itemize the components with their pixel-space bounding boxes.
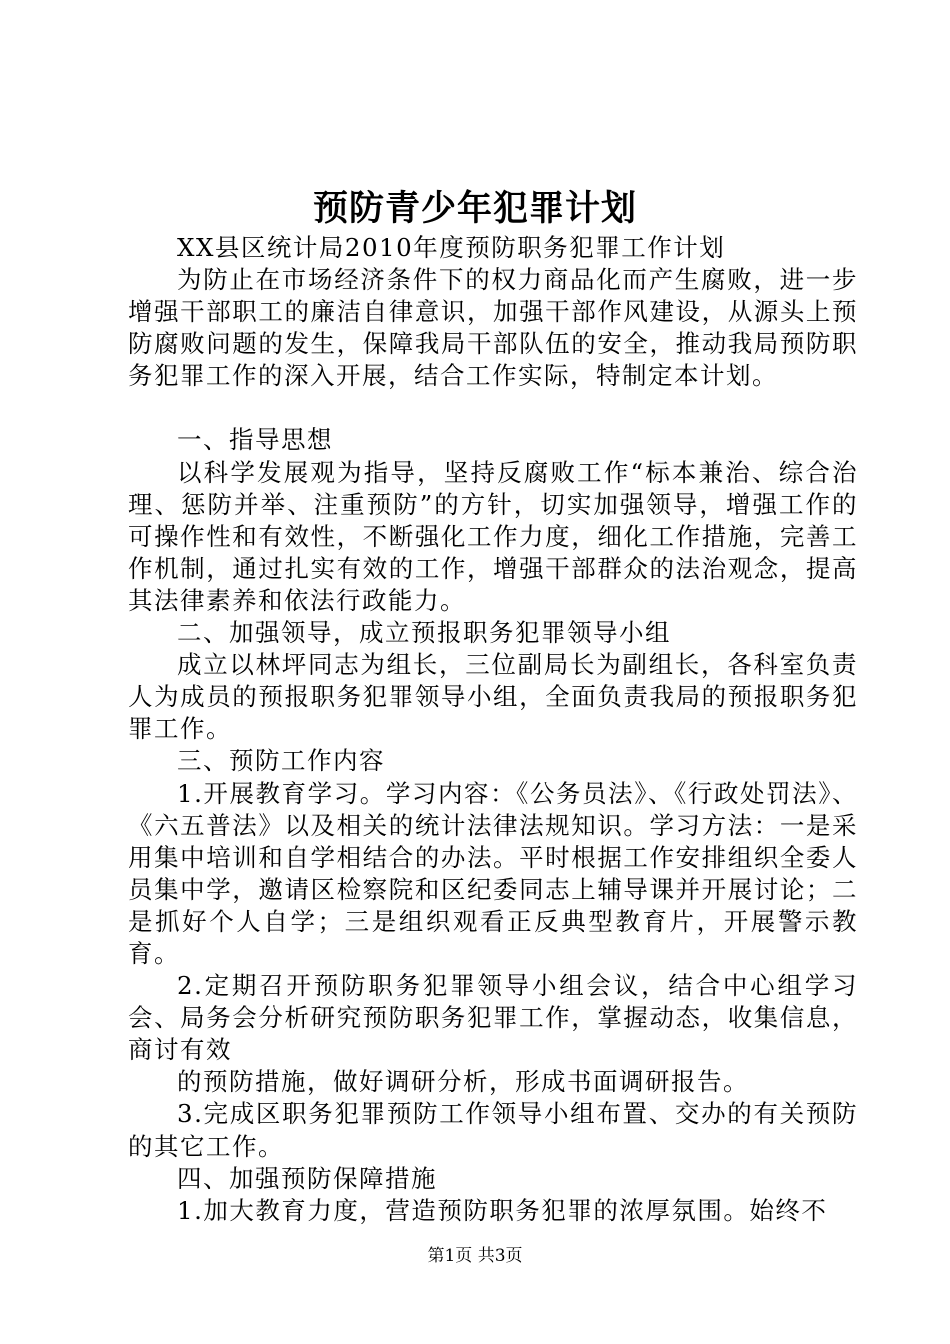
document-body <box>128 232 858 1227</box>
paragraph-subtitle: XX县区统计局2010年度预防职务犯罪工作计划 <box>177 233 726 262</box>
paragraph: 以科学发展观为指导，坚持反腐败工作“标本兼治、综合治理、惩防并举、注重预防”的方针，切实加强领导，增强工作的可操作性和有效性，不断强化工作力度，细化工作措施，完善工作机制，通过扎实有效的工作，增强干部群众的法治观念，提高其法律素养和依法行政能力。 <box>128 457 858 615</box>
document-title: 预防青少年犯罪计划 <box>312 188 637 229</box>
section-heading-3: 三、预防工作内容 <box>177 746 385 776</box>
section-heading-2: 二、加强领导，成立预报职务犯罪领导小组 <box>177 618 671 648</box>
page-footer: 第1页 共3页 <box>427 1246 523 1266</box>
paragraph: 3.完成区职务犯罪预防工作领导小组布置、交办的有关预防的其它工作。 <box>128 1099 858 1161</box>
paragraph: 的预防措施，做好调研分析，形成书面调研报告。 <box>177 1067 749 1097</box>
paragraph: 1.加大教育力度，营造预防职务犯罪的浓厚氛围。始终不 <box>177 1195 828 1225</box>
paragraph: 2.定期召开预防职务犯罪领导小组会议，结合中心组学习会、局务会分析研究预防职务犯罪工作，掌握动态，收集信息，商讨有效 <box>128 971 858 1065</box>
paragraph: 1.开展教育学习。学习内容：《公务员法》、《行政处罚法》、《六五普法》以及相关的统计法律法规知识。学习方法：一是采用集中培训和自学相结合的办法。平时根据工作安排组织全委人员集中学，邀请区检察院和区纪委同志上辅导课并开展讨论；二是抓好个人自学；三是组织观看正反典型教育片，开展警示教育。 <box>128 778 858 968</box>
section-heading-1: 一、指导思想 <box>177 425 333 455</box>
section-heading-4: 四、加强预防保障措施 <box>177 1163 437 1193</box>
paragraph-intro: 为防止在市场经济条件下的权力商品化而产生腐败，进一步增强干部职工的廉洁自律意识，加强干部作风建设，从源头上预防腐败问题的发生，保障我局干部队伍的安全，推动我局预防职务犯罪工作的深入开展，结合工作实际，特制定本计划。 <box>128 265 858 391</box>
paragraph: 成立以林坪同志为组长，三位副局长为副组长，各科室负责人为成员的预报职务犯罪领导小组，全面负责我局的预报职务犯罪工作。 <box>128 650 858 744</box>
